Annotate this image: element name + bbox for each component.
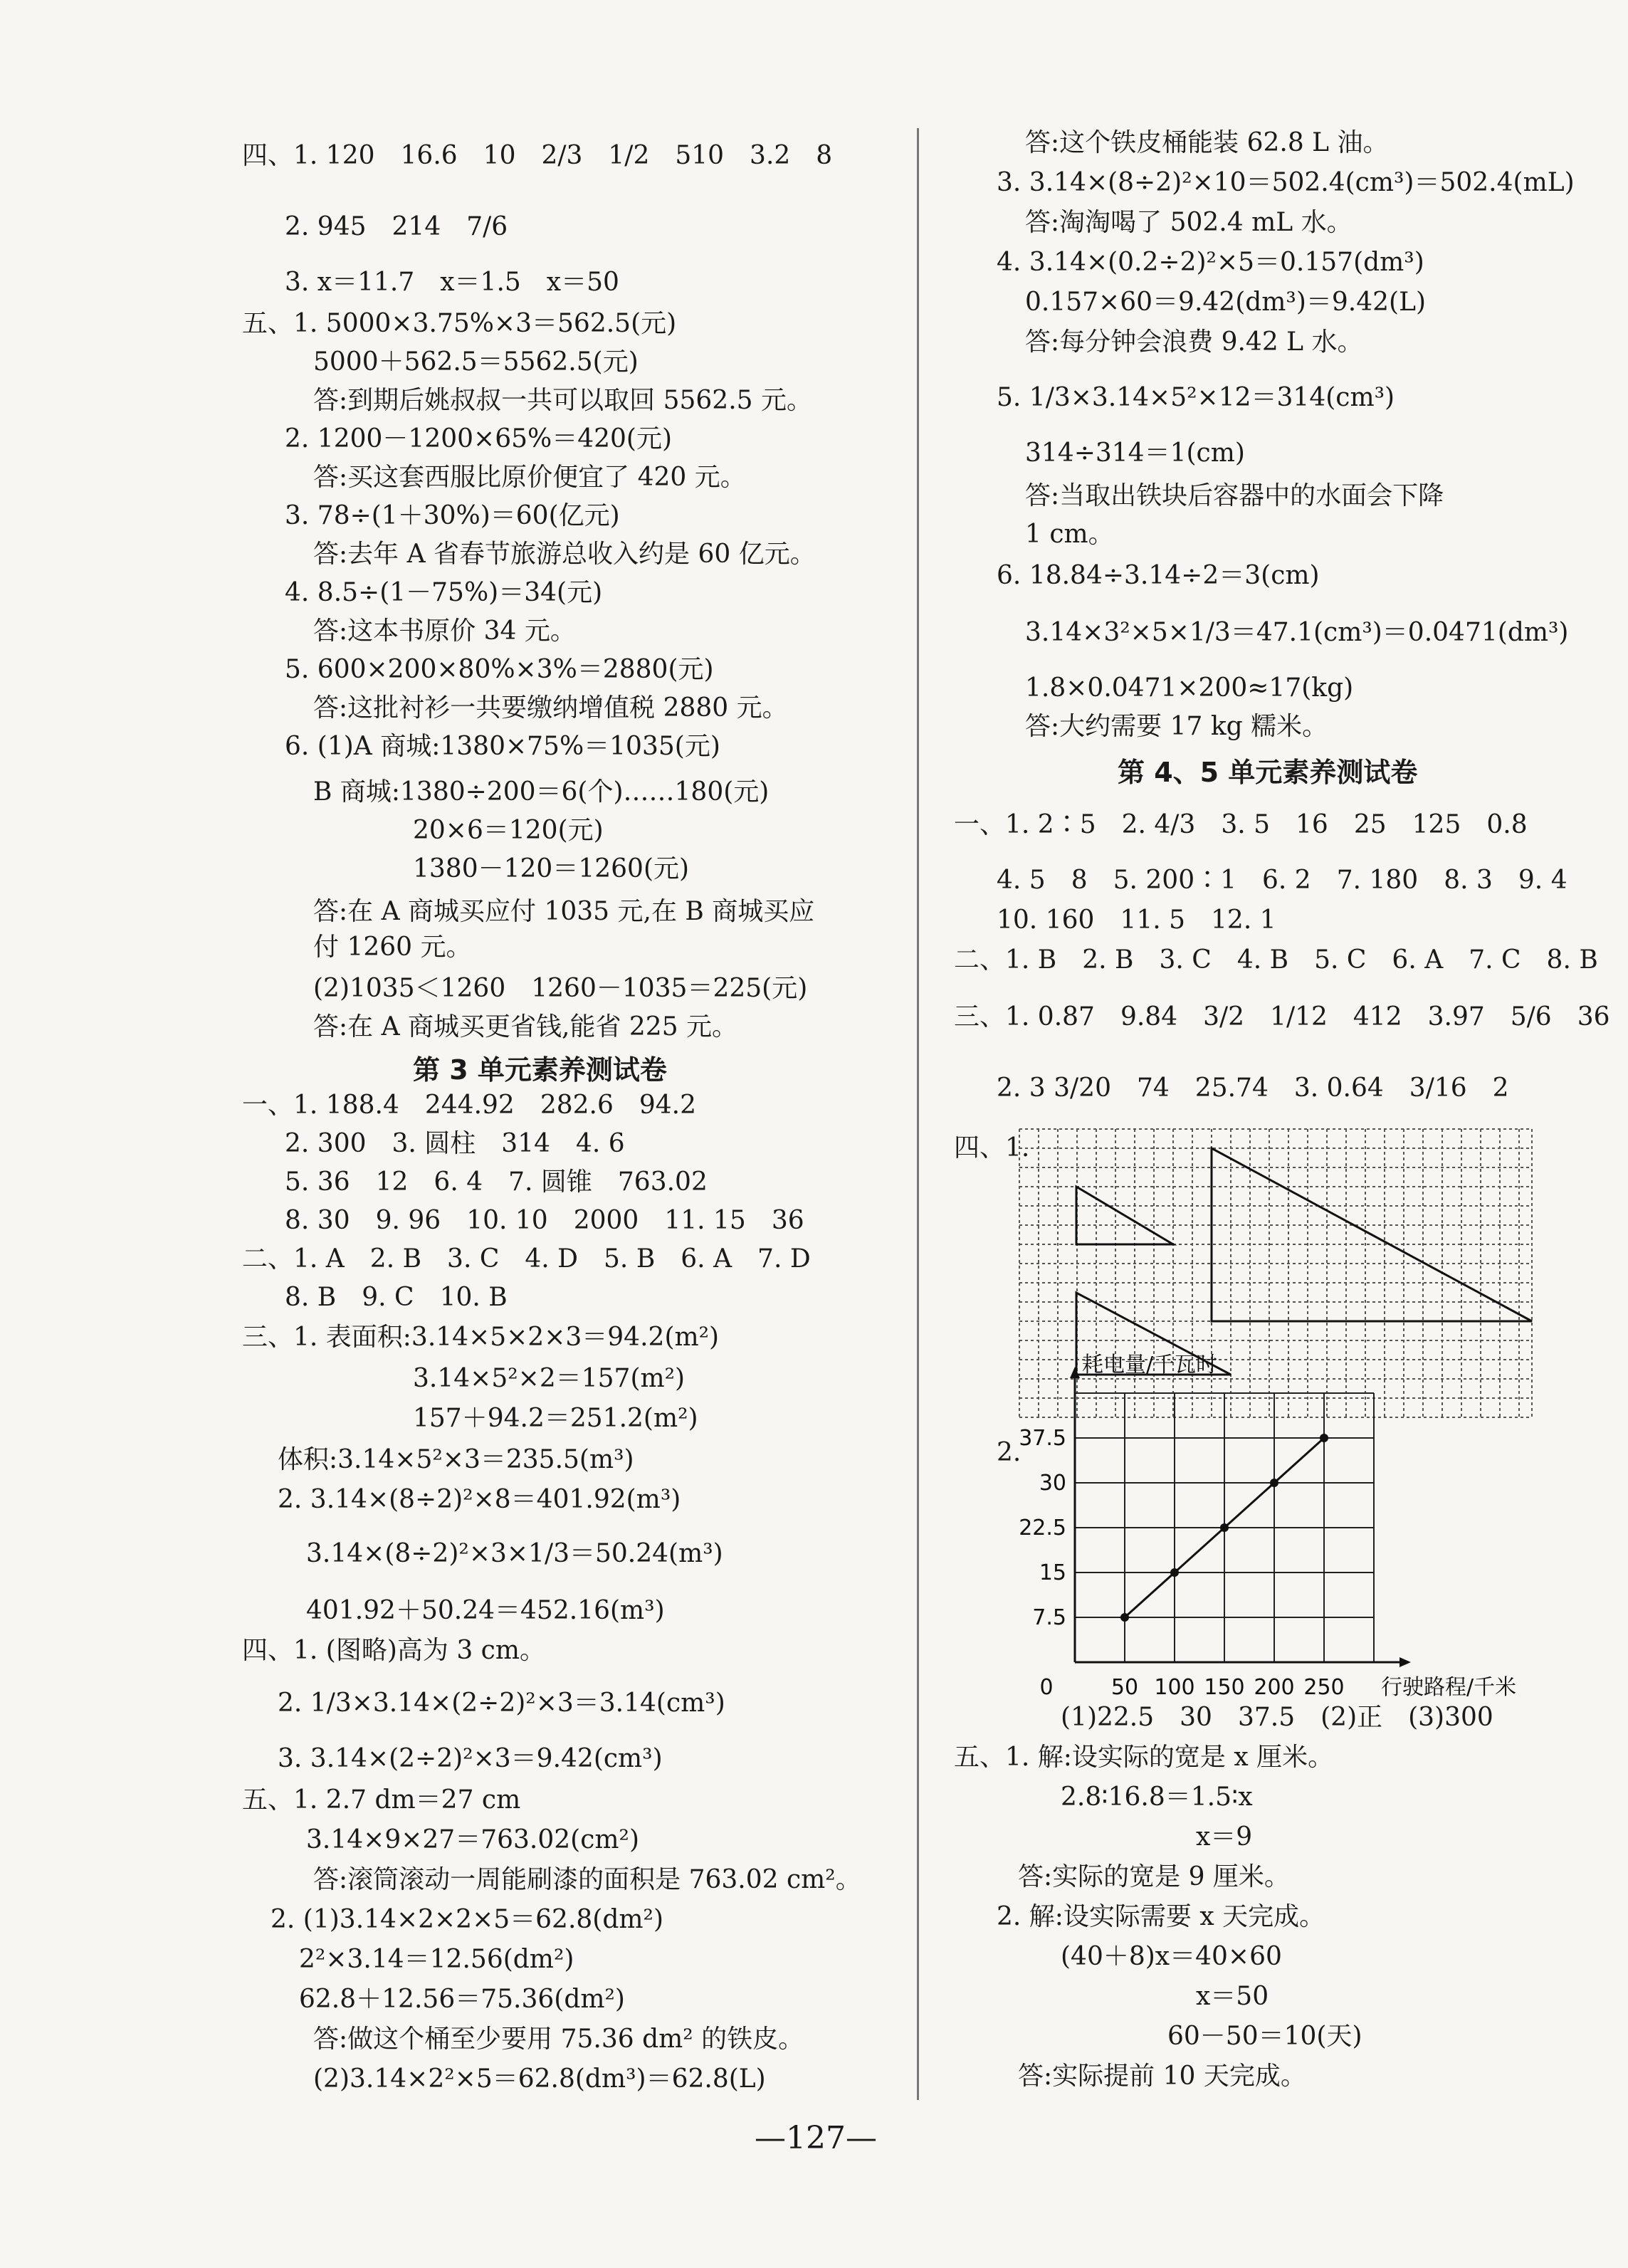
text-line: 答:在 A 商城买应付 1035 元,在 B 商城买应 (313, 897, 815, 926)
x-tick-label: 100 (1154, 1675, 1195, 1700)
text-line: (1)22.5 30 37.5 (2)正 (3)300 (1061, 1703, 1493, 1732)
text-line: 2. 945 214 7/6 (285, 212, 508, 241)
text-line: 2. 3 3/20 74 25.74 3. 0.64 3/16 2 (997, 1073, 1509, 1103)
text-line: 答:实际提前 10 天完成。 (1018, 2062, 1306, 2091)
text-line: 1380－120＝1260(元) (413, 854, 690, 883)
text-line: (40＋8)x＝40×60 (1061, 1942, 1282, 1971)
grid-triangle-figure (1019, 1129, 1539, 1435)
line-chart (989, 1353, 1545, 1705)
y-tick-label: 30 (1039, 1471, 1066, 1496)
text-line: 答:做这个桶至少要用 75.36 dm² 的铁皮。 (313, 2025, 804, 2054)
text-line: 5000＋562.5＝5562.5(元) (313, 347, 639, 377)
text-line: 答:这批衬衫一共要缴纳增值税 2880 元。 (313, 693, 788, 723)
text-line: 四、1. 120 16.6 10 2/3 1/2 510 3.2 8 (242, 141, 833, 170)
text-line: 体积:3.14×5²×3＝235.5(m³) (278, 1445, 634, 1474)
y-tick-label: 22.5 (1019, 1516, 1066, 1540)
data-point (1120, 1613, 1129, 1622)
text-line: 2. 解:设实际需要 x 天完成。 (997, 1902, 1325, 1931)
text-line: 3. 78÷(1＋30%)＝60(亿元) (285, 501, 620, 530)
text-line: 答:每分钟会浪费 9.42 L 水。 (1025, 327, 1363, 357)
text-line: 3. x＝11.7 x＝1.5 x＝50 (285, 268, 619, 297)
x-tick-label: 250 (1303, 1675, 1345, 1700)
text-line: 四、1. (图略)高为 3 cm。 (242, 1636, 545, 1665)
section-heading: 第 4、5 单元素养测试卷 (1118, 757, 1418, 788)
text-line: 20×6＝120(元) (413, 816, 604, 845)
text-line: 4. 3.14×(0.2÷2)²×5＝0.157(dm³) (997, 248, 1424, 277)
text-line: 2. 3.14×(8÷2)²×8＝401.92(m³) (278, 1485, 681, 1514)
text-line: 2. 300 3. 圆柱 314 4. 6 (285, 1129, 625, 1158)
column-divider (917, 128, 919, 2100)
text-line: 一、1. 188.4 244.92 282.6 94.2 (242, 1091, 697, 1120)
text-line: 2. 1/3×3.14×(2÷2)²×3＝3.14(cm³) (278, 1689, 725, 1718)
text-line: x＝9 (1196, 1822, 1253, 1852)
text-line: 10. 160 11. 5 12. 1 (997, 905, 1276, 935)
x-tick-label: 200 (1254, 1675, 1295, 1700)
text-line: 答:滚筒滚动一周能刷漆的面积是 763.02 cm²。 (313, 1865, 861, 1894)
text-line: B 商城:1380÷200＝6(个)……180(元) (313, 777, 770, 807)
text-line: 答:在 A 商城买更省钱,能省 225 元。 (313, 1012, 738, 1041)
x-tick-label: 50 (1110, 1675, 1139, 1700)
text-line: 3. 3.14×(8÷2)²×10＝502.4(cm³)＝502.4(mL) (997, 168, 1575, 197)
x-tick-label: 150 (1204, 1675, 1245, 1700)
text-line: 8. B 9. C 10. B (285, 1283, 508, 1312)
section-heading: 第 3 单元素养测试卷 (413, 1054, 667, 1086)
text-line: 答:买这套西服比原价便宜了 420 元。 (313, 463, 746, 492)
y-tick-label: 37.5 (1019, 1426, 1066, 1451)
x-axis-arrow (1399, 1657, 1411, 1667)
text-line: 2. (1)3.14×2×2×5＝62.8(dm²) (271, 1905, 664, 1934)
text-line: 付 1260 元。 (313, 933, 472, 962)
text-line: 一、1. 2∶5 2. 4/3 3. 5 16 25 125 0.8 (954, 810, 1528, 839)
page-number: —127— (755, 2120, 877, 2156)
text-line: 3. 3.14×(2÷2)²×3＝9.42(cm³) (278, 1744, 663, 1773)
text-line: 62.8＋12.56＝75.36(dm²) (299, 1985, 625, 2014)
text-line: 0.157×60＝9.42(dm³)＝9.42(L) (1025, 288, 1427, 317)
text-line: 答:当取出铁块后容器中的水面会下降 (1025, 481, 1444, 510)
data-point (1170, 1568, 1179, 1577)
text-line: 3.14×5²×2＝157(m²) (413, 1364, 686, 1393)
text-line: 314÷314＝1(cm) (1025, 439, 1245, 468)
text-line: 5. 1/3×3.14×5²×12＝314(cm³) (997, 383, 1395, 412)
text-line: 401.92＋50.24＝452.16(m³) (306, 1596, 665, 1625)
text-line: 答:去年 A 省春节旅游总收入约是 60 亿元。 (313, 540, 816, 569)
text-line: 四、1. (954, 1133, 1030, 1162)
text-line: 答:大约需要 17 kg 糯米。 (1025, 712, 1328, 741)
problem-number: 2. (997, 1438, 1022, 1467)
text-line: (2)3.14×2²×5＝62.8(dm³)＝62.8(L) (313, 2064, 766, 2094)
text-line: 6. (1)A 商城:1380×75%＝1035(元) (285, 732, 720, 761)
small-triangle-top (1076, 1187, 1173, 1244)
text-line: 三、1. 表面积:3.14×5×2×3＝94.2(m²) (242, 1323, 720, 1352)
text-line: x＝50 (1196, 1982, 1269, 2011)
text-line: 8. 30 9. 96 10. 10 2000 11. 15 36 (285, 1206, 804, 1235)
data-point (1320, 1434, 1328, 1442)
text-line: 60－50＝10(天) (1167, 2022, 1362, 2051)
text-line: 3.14×(8÷2)²×3×1/3＝50.24(m³) (306, 1539, 723, 1568)
y-tick-label: 7.5 (1032, 1605, 1066, 1630)
origin-label: 0 (1039, 1675, 1054, 1700)
text-line: 6. 18.84÷3.14÷2＝3(cm) (997, 561, 1320, 590)
text-line: 4. 8.5÷(1－75%)＝34(元) (285, 578, 603, 607)
large-triangle (1212, 1148, 1532, 1321)
text-line: 答:到期后姚叔叔一共可以取回 5562.5 元。 (313, 386, 812, 415)
text-line: 答:实际的宽是 9 厘米。 (1018, 1862, 1290, 1891)
x-axis-label: 行驶路程/千米 (1381, 1675, 1517, 1700)
text-line: 3.14×3²×5×1/3＝47.1(cm³)＝0.0471(dm³) (1025, 618, 1569, 647)
text-line: 1.8×0.0471×200≈17(kg) (1025, 673, 1354, 703)
text-line: 1 cm。 (1025, 520, 1114, 549)
text-line: 二、1. A 2. B 3. C 4. D 5. B 6. A 7. D (242, 1244, 811, 1274)
data-point (1220, 1523, 1229, 1532)
text-line: 2. 1200－1200×65%＝420(元) (285, 424, 673, 453)
text-line: 答:这个铁皮桶能装 62.8 L 油。 (1025, 128, 1389, 157)
text-line: 3.14×9×27＝763.02(cm²) (306, 1825, 639, 1854)
text-line: 2.8∶16.8＝1.5∶x (1061, 1783, 1253, 1812)
text-line: 二、1. B 2. B 3. C 4. B 5. C 6. A 7. C 8. B (954, 945, 1598, 975)
text-line: 答:淘淘喝了 502.4 mL 水。 (1025, 208, 1353, 237)
text-line: 五、1. 2.7 dm＝27 cm (242, 1785, 521, 1815)
text-line: 五、1. 解:设实际的宽是 x 厘米。 (954, 1743, 1334, 1772)
y-tick-label: 15 (1039, 1560, 1066, 1585)
text-line: 5. 36 12 6. 4 7. 圆锥 763.02 (285, 1167, 708, 1197)
text-line: 2²×3.14＝12.56(dm²) (299, 1945, 574, 1974)
text-line: 4. 5 8 5. 200∶1 6. 2 7. 180 8. 3 9. 4 (997, 866, 1567, 895)
text-line: 157＋94.2＝251.2(m²) (413, 1404, 698, 1433)
text-line: (2)1035＜1260 1260－1035＝225(元) (313, 974, 808, 1003)
text-line: 五、1. 5000×3.75%×3＝562.5(元) (242, 309, 677, 338)
y-axis-label: 耗电量/千瓦时 (1082, 1353, 1218, 1377)
text-line: 三、1. 0.87 9.84 3/2 1/12 412 3.97 5/6 36 (954, 1002, 1610, 1031)
text-line: 答:这本书原价 34 元。 (313, 616, 576, 646)
data-point (1270, 1479, 1278, 1487)
text-line: 5. 600×200×80%×3%＝2880(元) (285, 655, 714, 684)
